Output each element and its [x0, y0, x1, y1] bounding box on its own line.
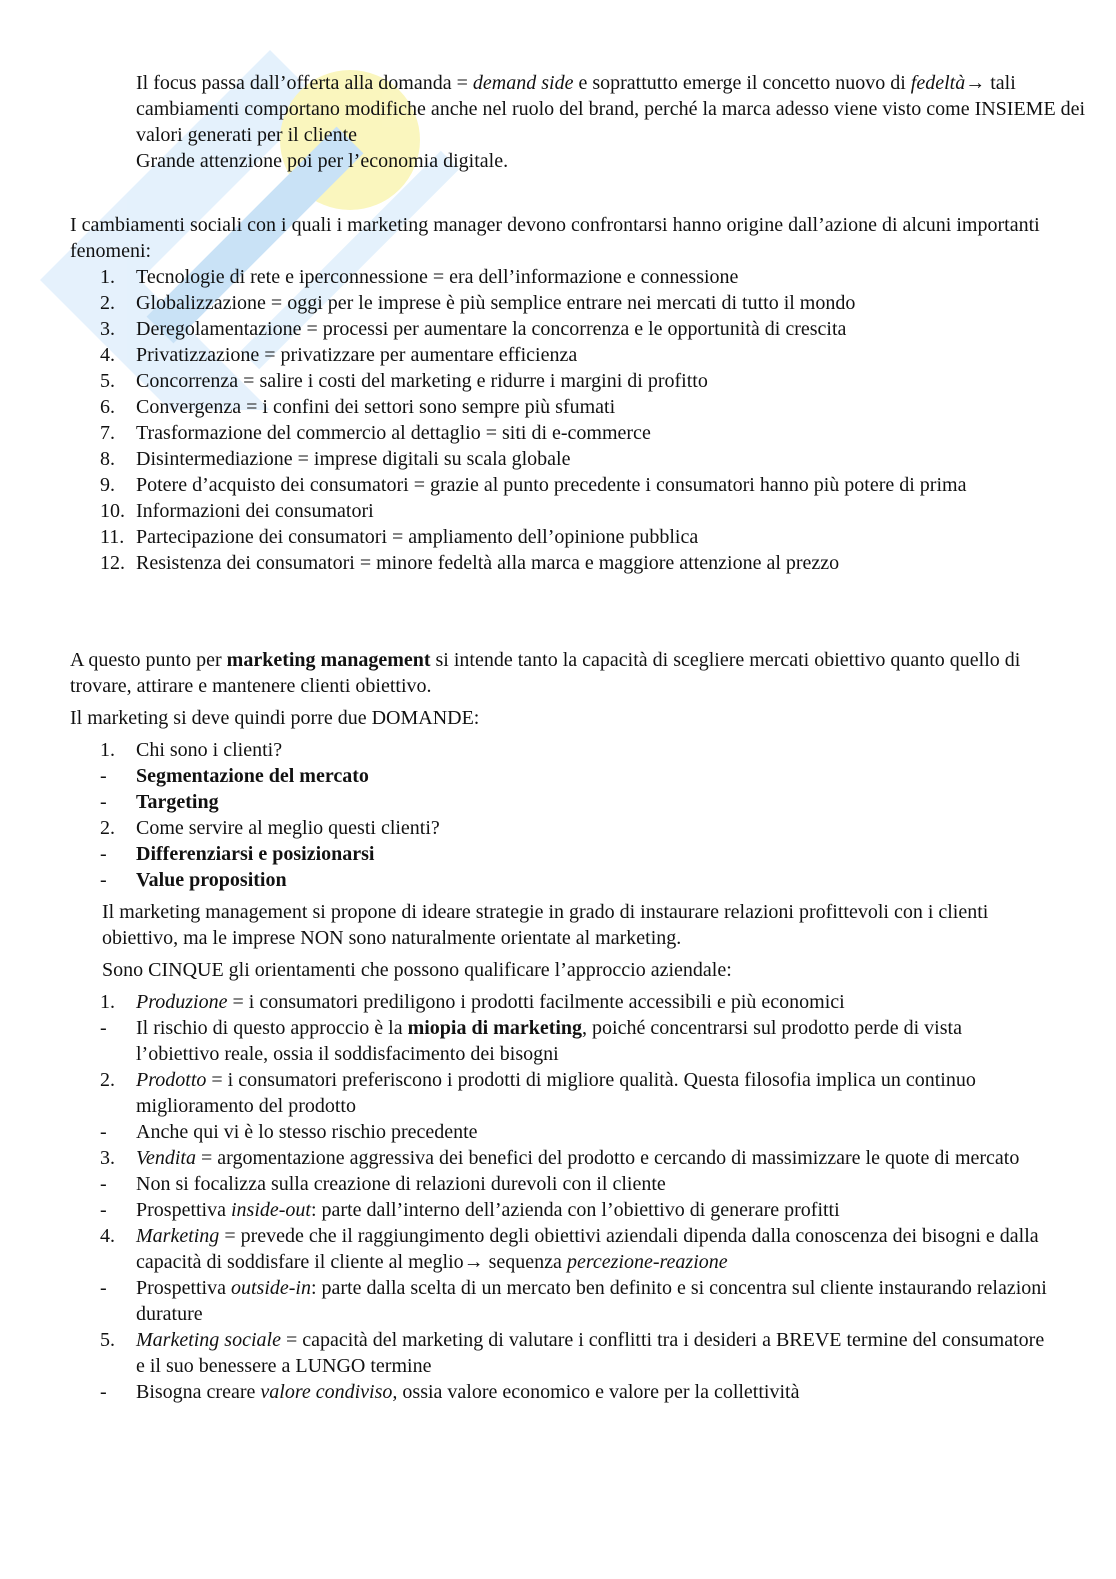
- list-item: - Targeting: [100, 791, 219, 813]
- marketing-management-section: [70, 647, 1050, 1405]
- social-intro: I cambiamenti sociali con i quali i marketing manager devono confrontarsi hanno origine dall’azione di alcuni importanti fenomeni:: [70, 214, 1040, 262]
- intro-paragraph-1: Il focus passa dall’offerta alla domanda = demand side e soprattutto emerge il concetto nuovo di fedeltà→ tali cambiamenti comportano modifiche anche nel ruolo del brand, perché la marca adesso viene visto come INSIEME dei valori generati per il cliente: [136, 72, 1086, 146]
- list-item: [70, 446, 1050, 472]
- list-item: [70, 420, 1050, 446]
- list-item: - Bisogna creare valore condiviso, ossia valore economico e valore per la collettività: [100, 1381, 800, 1403]
- list-number: 4.: [100, 344, 115, 366]
- list-item: 1. Chi sono i clienti?: [100, 739, 283, 761]
- social-changes-section: [70, 212, 1050, 576]
- list-number: 7.: [100, 422, 115, 444]
- list-text: Resistenza dei consumatori = minore fedeltà alla marca e maggiore attenzione al prezzo: [136, 552, 840, 574]
- list-number: 2.: [100, 292, 115, 314]
- list-text: Convergenza = i confini dei settori sono sempre più sfumati: [136, 396, 616, 418]
- list-item: - Value proposition: [100, 869, 287, 891]
- intro-paragraph-2: Grande attenzione poi per l’economia digitale.: [136, 150, 509, 172]
- list-number: 10.: [100, 500, 125, 522]
- list-item: [70, 394, 1050, 420]
- list-text: Trasformazione del commercio al dettaglio = siti di e-commerce: [136, 422, 651, 444]
- mm-paragraph-3: Il marketing management si propone di ideare strategie in grado di instaurare relazioni profittevoli con i clienti obiettivo, ma le imprese NON sono naturalmente orientate al marketing.: [102, 901, 989, 949]
- list-number: 3.: [100, 318, 115, 340]
- list-item: [70, 498, 1050, 524]
- list-item: [70, 524, 1050, 550]
- orientations-list: [70, 989, 1050, 1405]
- list-item: [70, 472, 1050, 498]
- list-item: [70, 342, 1050, 368]
- list-item: 2. Come servire al meglio questi clienti?: [100, 817, 440, 839]
- list-item: [70, 368, 1050, 394]
- list-text: Privatizzazione = privatizzare per aumentare efficienza: [136, 344, 578, 366]
- list-item: - Prospettiva outside-in: parte dalla scelta di un mercato ben definito e si concentra sul cliente instaurando relazioni durature: [100, 1277, 1047, 1325]
- mm-questions-list: [70, 737, 1050, 893]
- mm-paragraph-1: A questo punto per marketing management si intende tanto la capacità di scegliere mercati obiettivo quanto quello di trovare, attirare e mantenere clienti obiettivo.: [70, 649, 1021, 697]
- mm-paragraph-4: Sono CINQUE gli orientamenti che possono qualificare l’approccio aziendale:: [102, 959, 732, 981]
- list-text: Deregolamentazione = processi per aumentare la concorrenza e le opportunità di crescita: [136, 318, 847, 340]
- list-item: - Il rischio di questo approccio è la miopia di marketing, poiché concentrarsi sul prodotto perde di vista l’obiettivo reale, ossia il soddisfacimento dei bisogni: [100, 1017, 962, 1065]
- list-item: - Differenziarsi e posizionarsi: [100, 843, 375, 865]
- list-number: 12.: [100, 552, 125, 574]
- social-phenomena-list: [70, 264, 1050, 576]
- list-number: 5.: [100, 370, 115, 392]
- list-item: [70, 290, 1050, 316]
- intro-section: [70, 70, 1116, 174]
- list-number: 6.: [100, 396, 115, 418]
- list-item: [70, 550, 1050, 576]
- mm-paragraph-2: Il marketing si deve quindi porre due DOMANDE:: [70, 707, 480, 729]
- list-item: 4. Marketing = prevede che il raggiungimento degli obiettivi aziendali dipenda dalla conoscenza dei bisogni e dalla capacità di soddisfare il cliente al meglio→ sequenza percezione-reazione: [100, 1225, 1039, 1273]
- list-number: 8.: [100, 448, 115, 470]
- list-item: 3. Vendita = argomentazione aggressiva dei benefici del prodotto e cercando di massimizzare le quote di mercato: [100, 1147, 1020, 1169]
- list-item: - Segmentazione del mercato: [100, 765, 369, 787]
- list-number: 9.: [100, 474, 115, 496]
- list-item: 1. Produzione = i consumatori prediligono i prodotti facilmente accessibili e più economici: [100, 991, 845, 1013]
- list-text: Concorrenza = salire i costi del marketing e ridurre i margini di profitto: [136, 370, 708, 392]
- list-text: Partecipazione dei consumatori = ampliamento dell’opinione pubblica: [136, 526, 699, 548]
- list-item: 5. Marketing sociale = capacità del marketing di valutare i conflitti tra i desideri a BREVE termine del consumatore e il suo benessere a LUNGO termine: [100, 1329, 1045, 1377]
- list-text: Globalizzazione = oggi per le imprese è più semplice entrare nei mercati di tutto il mondo: [136, 292, 856, 314]
- list-text: Tecnologie di rete e iperconnessione = era dell’informazione e connessione: [136, 266, 739, 288]
- list-text: Informazioni dei consumatori: [136, 500, 374, 522]
- list-item: - Prospettiva inside-out: parte dall’interno dell’azienda con l’obiettivo di generare profitti: [100, 1199, 840, 1221]
- list-text: Potere d’acquisto dei consumatori = grazie al punto precedente i consumatori hanno più potere di prima: [136, 474, 967, 496]
- list-text: Disintermediazione = imprese digitali su scala globale: [136, 448, 571, 470]
- list-number: 11.: [100, 526, 125, 548]
- list-item: - Anche qui vi è lo stesso rischio precedente: [100, 1121, 478, 1143]
- list-item: - Non si focalizza sulla creazione di relazioni durevoli con il cliente: [100, 1173, 666, 1195]
- list-number: 1.: [100, 266, 115, 288]
- list-item: [70, 316, 1050, 342]
- list-item: [70, 264, 1050, 290]
- list-item: 2. Prodotto = i consumatori preferiscono i prodotti di migliore qualità. Questa filosofia implica un continuo miglioramento del prodotto: [100, 1069, 976, 1117]
